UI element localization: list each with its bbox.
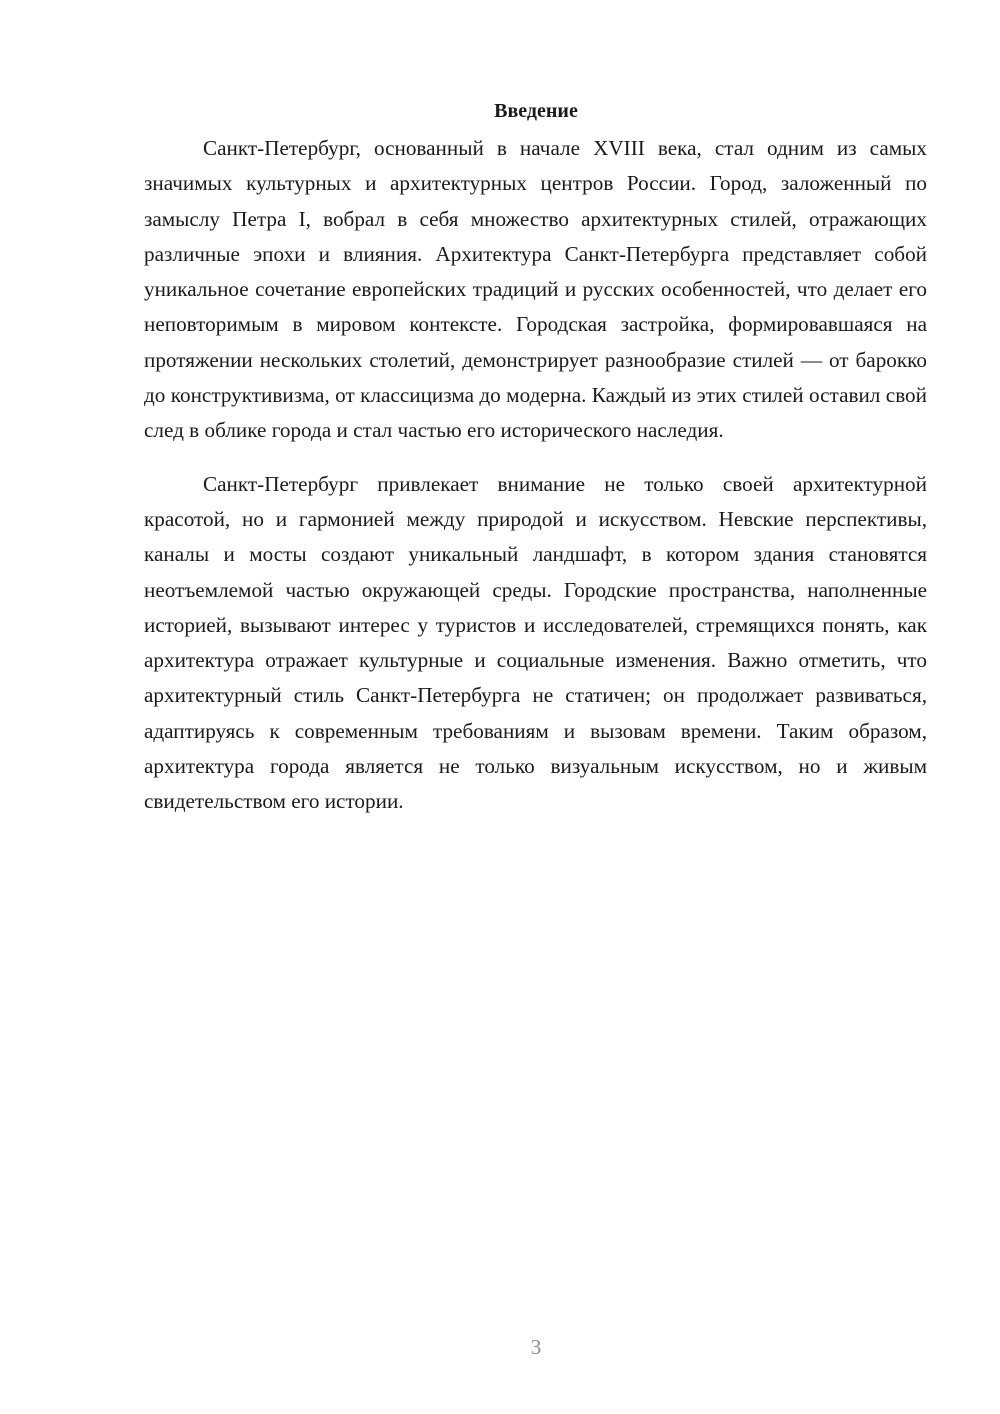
paragraph-1: Санкт-Петербург, основанный в начале XVIII века, стал одним из самых значимых культурных и архитектурных центров России. Город, заложенный по замыслу Петра I, вобрал в себя множество архитектурных стилей, отражающих различные эпохи и влияния. Архитектура Санкт-Петербурга представляет собой уникальное сочетание европейских традиций и русских особенностей, что делает его неповторимым в мировом контексте. Городская застройка, формировавшаяся на протяжении нескольких столетий, демонстрирует разнообразие стилей — от барокко до конструктивизма, от классицизма до модерна. Каждый из этих стилей оставил свой след в облике города и стал частью его исторического наследия. bbox=[144, 136, 927, 443]
page-number: 3 bbox=[530, 1335, 542, 1359]
section-title: Введение bbox=[494, 100, 578, 122]
page-content bbox=[144, 93, 927, 820]
paragraph-2: Санкт-Петербург привлекает внимание не только своей архитектурной красотой, но и гармонией между природой и искусством. Невские перспективы, каналы и мосты создают уникальный ландшафт, в котором здания становятся неотъемлемой частью окружающей среды. Городские пространства, наполненные историей, вызывают интерес у туристов и исследователей, стремящихся понять, как архитектура отражает культурные и социальные изменения. Важно отметить, что архитектурный стиль Санкт-Петербурга не статичен; он продолжает развиваться, адаптируясь к современным требованиям и вызовам времени. Таким образом, архитектура города является не только визуальным искусством, но и живым свидетельством его истории. bbox=[144, 471, 927, 814]
